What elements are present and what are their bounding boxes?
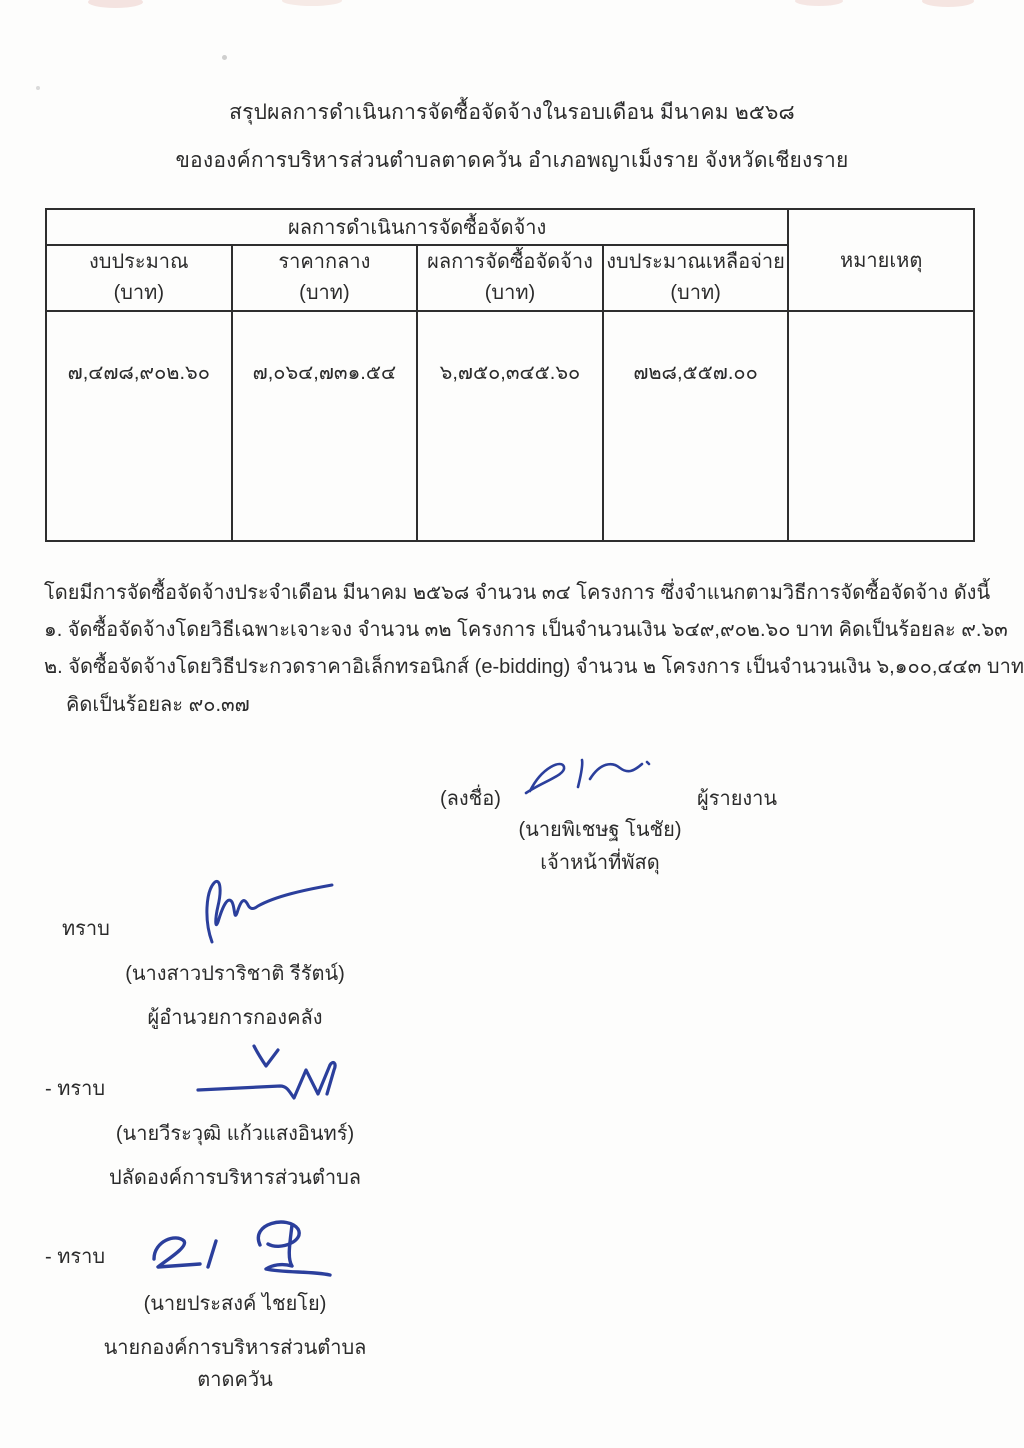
col-header-result-unit: (บาท) (484, 282, 536, 304)
summary-item2-line1: ๒. จัดซื้อจัดจ้างโดยวิธีประกวดราคาอิเล็กทรอนิกส์ (e-bidding) จำนวน ๒ โครงการ เป็นจำนวนเงิน ๖,๑๐๐,๔๔๓ บาท (44, 656, 1024, 678)
col-header-budget (46, 245, 232, 311)
col-header-middle-price-label: ราคากลาง (278, 251, 371, 273)
ack-position-nayok: นายกองค์การบริหารส่วนตำบลตาดควัน (103, 1337, 367, 1391)
scan-speck (222, 55, 227, 60)
table-row (46, 311, 974, 541)
ack-label-nayok: - ทราบ (45, 1246, 106, 1268)
reporter-position: เจ้าหน้าที่พัสดุ (540, 852, 660, 874)
ack-label-palad: - ทราบ (45, 1078, 106, 1100)
cell-budget: ๗,๔๗๘,๙๐๒.๖๐ (46, 311, 232, 541)
ack-name-palad: (นายวีระวุฒิ แก้วแสงอินทร์) (115, 1123, 355, 1145)
col-header-remaining (603, 245, 789, 311)
ack-block-palad (85, 1117, 385, 1193)
ack-block-finance-director (85, 957, 385, 1033)
scan-speck (36, 86, 40, 90)
cell-result: ๖,๗๕๐,๓๔๕.๖๐ (417, 311, 603, 541)
signature-finance-director (180, 876, 340, 946)
signature-palad (190, 1038, 345, 1113)
ack-position-palad: ปลัดองค์การบริหารส่วนตำบล (108, 1167, 362, 1189)
scan-smudge (88, 0, 143, 8)
ack-name-finance-director: (นางสาวปราริชาติ รีรัตน์) (125, 963, 345, 985)
procurement-summary-table (45, 208, 975, 542)
scan-smudge (795, 0, 843, 6)
signature-nayok (140, 1213, 340, 1291)
summary-item1: ๑. จัดซื้อจัดจ้างโดยวิธีเฉพาะเจาะจง จำนวน ๓๒ โครงการ เป็นจำนวนเงิน ๖๔๙,๙๐๒.๖๐ บาท คิดเป็นร้อยละ ๙.๖๓ (44, 619, 1008, 641)
document-title-line2: ขององค์การบริหารส่วนตำบลตาดควัน อำเภอพญาเม็งราย จังหวัดเชียงราย (175, 149, 849, 172)
reporter-name: (นายพิเชษฐ โนชัย) (518, 819, 682, 841)
col-header-remaining-unit: (บาท) (670, 282, 721, 304)
cell-middle-price: ๗,๐๖๔,๗๓๑.๕๔ (232, 311, 418, 541)
ack-name-nayok: (นายประสงค์ ไชยโย) (143, 1293, 327, 1315)
summary-item2-line2: คิดเป็นร้อยละ ๙๐.๓๗ (66, 694, 250, 716)
cell-remaining: ๗๒๘,๕๕๗.๐๐ (603, 311, 789, 541)
ack-position-finance-director: ผู้อำนวยการกองคลัง (147, 1007, 323, 1029)
ack-label-finance-director: ทราบ (62, 918, 110, 940)
summary-line1: โดยมีการจัดซื้อจัดจ้างประจำเดือน มีนาคม ๒๕๖๘ จำนวน ๓๔ โครงการ ซึ่งจำแนกตามวิธีการจัดซื้อจัดจ้าง ดังนี้ (44, 582, 991, 604)
ack-block-nayok (85, 1287, 385, 1395)
table-group-header: ผลการดำเนินการจัดซื้อจัดจ้าง (46, 209, 788, 245)
col-header-middle-price-unit: (บาท) (299, 282, 350, 304)
scan-smudge (282, 0, 342, 6)
col-header-result-label: ผลการจัดซื้อจัดจ้าง (427, 251, 593, 273)
signature-reporter (520, 755, 660, 803)
col-header-remaining-label: งบประมาณเหลือจ่าย (606, 251, 785, 273)
cell-note (788, 311, 974, 541)
reporter-role-label: ผู้รายงาน (697, 788, 778, 810)
sign-label: (ลงชื่อ) (440, 788, 501, 810)
table-note-header: หมายเหตุ (788, 209, 974, 311)
col-header-budget-unit: (บาท) (113, 282, 165, 304)
col-header-result (417, 245, 603, 311)
document-title-line1: สรุปผลการดำเนินการจัดซื้อจัดจ้างในรอบเดือน มีนาคม ๒๕๖๘ (229, 101, 795, 124)
col-header-middle-price (232, 245, 418, 311)
col-header-budget-label: งบประมาณ (88, 251, 189, 273)
scan-smudge (922, 0, 974, 7)
